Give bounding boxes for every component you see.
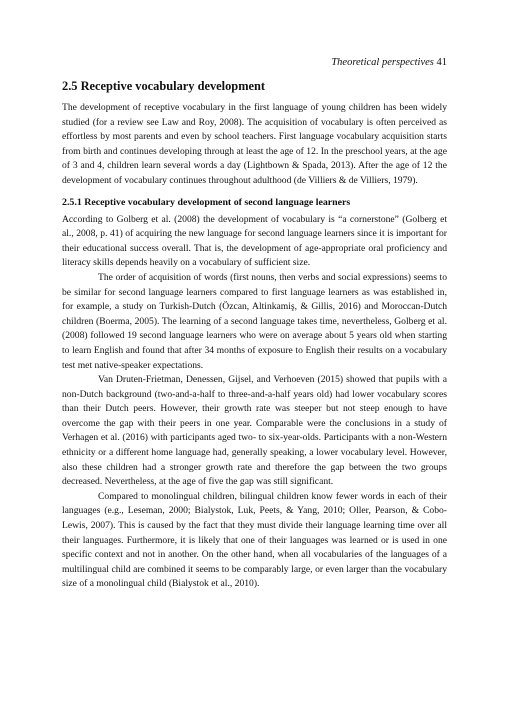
subsection-paragraph: Compared to monolingual children, bilingual children know fewer words in each of their languages (e.g., Leseman, 2000; Bialystok, Luk, Peets, & Yang, 2010; Oller, Pearson, & Cobo-Lewis, 2007). This is caused by the fact that they must divide their language learning time over all their languages. Furthermore, it is likely that one of their languages was learned or is used in one specific context and not in another. On the other hand, when all vocabularies of the languages of a multilingual child are combined it seems to be comparably large, or even larger than the vocabulary size of a monolingual child (Bialystok et al., 2010). (62, 490, 447, 590)
running-title: Theoretical perspectives (331, 57, 434, 68)
subsection-paragraph: Van Druten-Frietman, Denessen, Gijsel, and Verhoeven (2015) showed that pupils with a non-Dutch background (two-and-a-half to three-and-a-half years old) had lower vocabulary scores than their Dutch peers. However, their growth rate was steeper but not steep enough to have overcome the gap with their peers in one year. Comparable were the conclusions in a study of Verhagen et al. (2016) with participants aged two- to six-year-olds. Participants with a non-Western ethnicity or a different home language had, generally speaking, a lower vocabulary level. However, also these children had a stronger growth rate and therefore the gap between the two groups decreased. Nevertheless, at the age of five the gap was still significant. (62, 374, 447, 488)
subsection-heading: 2.5.1 Receptive vocabulary development of second language learners (62, 196, 351, 208)
subsection-paragraph: The order of acquisition of words (first nouns, then verbs and social expressions) seems to be similar for second language learners compared to first language learners as was established in, for example, a study on Turkish-Dutch (Özcan, Altinkamiş, & Gillis, 2016) and Moroccan-Dutch children (Boerma, 2005). The learning of a second language takes time, nevertheless, Golberg et al. (2008) followed 19 second language learners who were on average about 5 years old when starting to learn English and found that after 34 months of exposure to English their results on a vocabulary test met native-speaker expectations. (62, 271, 447, 371)
page-number: 41 (436, 57, 447, 68)
running-header (62, 56, 447, 69)
section-paragraph: The development of receptive vocabulary in the first language of young children has been widely studied (for a review see Law and Roy, 2008). The acquisition of vocabulary is often perceived as effortless by most parents and even by school teachers. First language vocabulary acquisition starts from birth and continues developing through at least the age of 12. In the preschool years, at the age of 3 and 4, children learn several words a day (Lightbown & Spada, 2013). After the age of 12 the development of vocabulary continues throughout adulthood (de Villiers & de Villiers, 1979). (62, 102, 447, 186)
page (62, 56, 447, 592)
section-heading: 2.5 Receptive vocabulary development (62, 79, 266, 93)
subsection-paragraph: According to Golberg et al. (2008) the development of vocabulary is “a cornerstone” (Golberg et al., 2008, p. 41) of acquiring the new language for second language learners since it is important for their educational success overall. That is, the development of age-appropriate oral proficiency and literacy skills depends heavily on a vocabulary of sufficient size. (62, 213, 447, 269)
